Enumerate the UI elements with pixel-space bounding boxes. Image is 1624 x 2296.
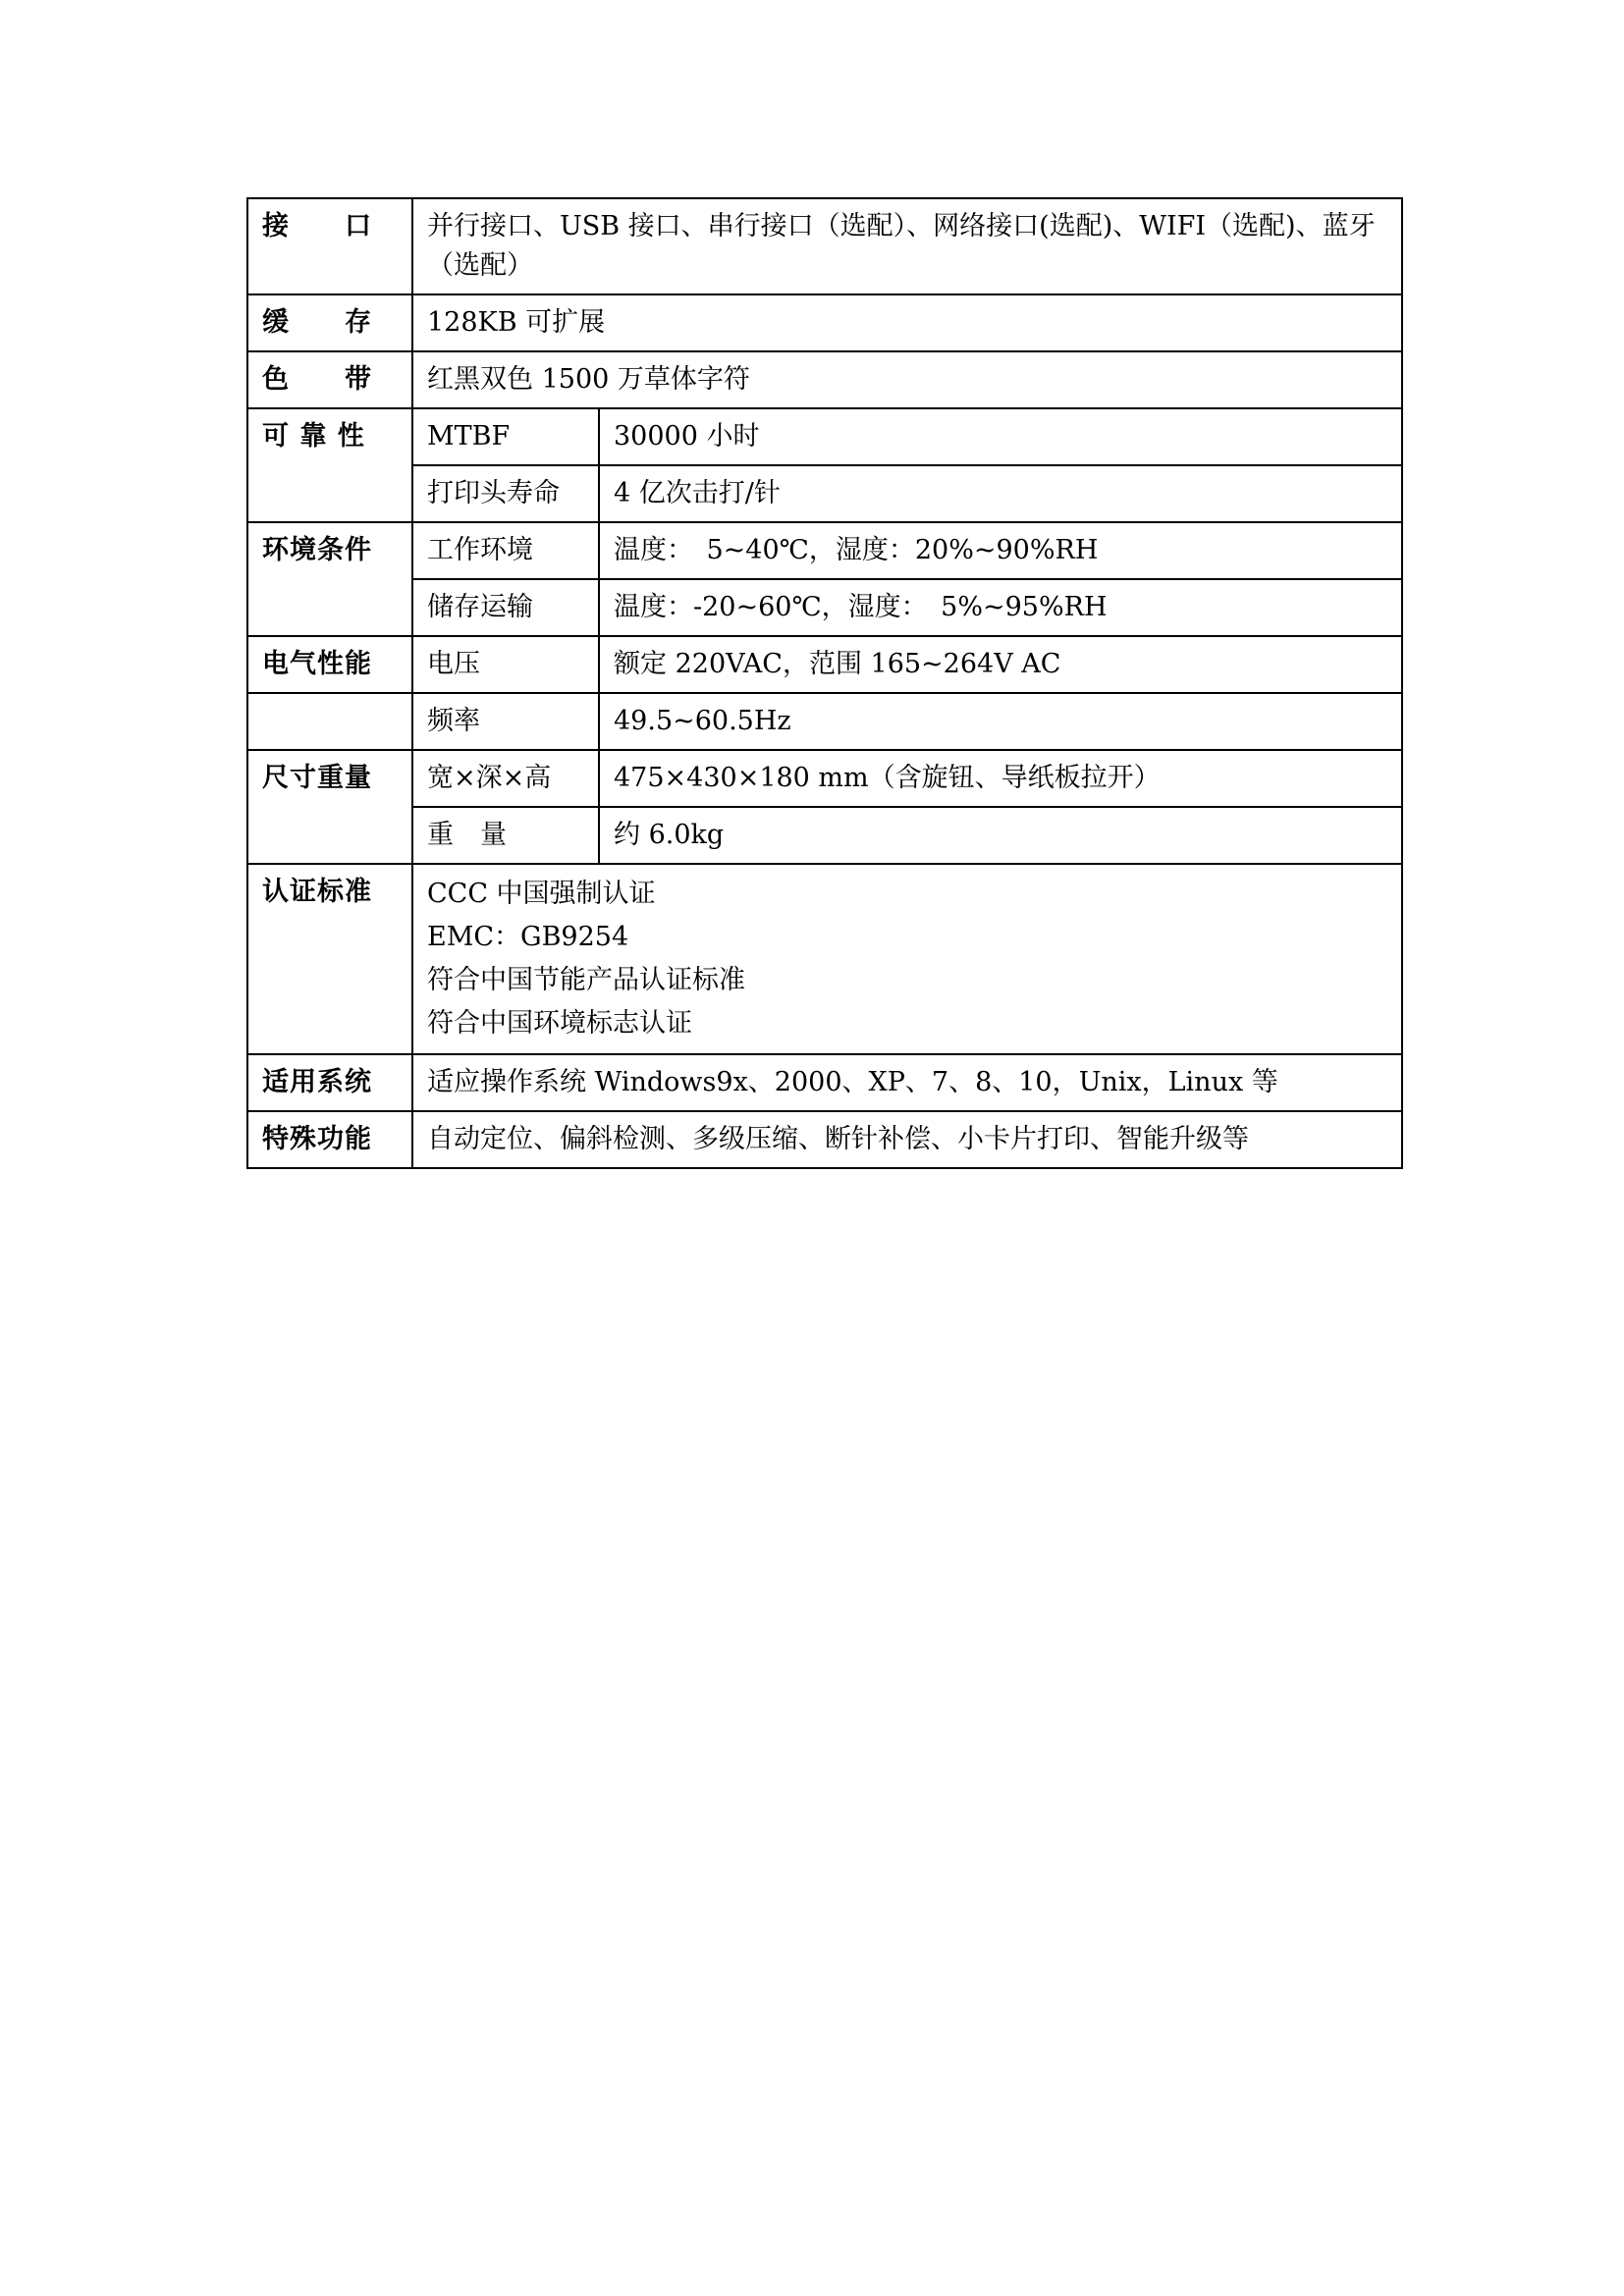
- label-interface: 接 口: [247, 198, 412, 294]
- cert-line-emc: EMC：GB9254: [427, 922, 629, 952]
- label-reliability: 可 靠 性: [247, 408, 412, 522]
- value-working: 温度： 5~40℃，湿度：20%~90%RH: [599, 522, 1402, 579]
- row-reliability-head-life: [247, 465, 1402, 522]
- value-features: 自动定位、偏斜检测、多级压缩、断针补偿、小卡片打印、智能升级等: [412, 1111, 1402, 1168]
- sub-label-storage: 储存运输: [412, 579, 599, 636]
- row-ribbon: [247, 351, 1402, 408]
- value-ribbon: 红黑双色 1500 万草体字符: [412, 351, 1402, 408]
- value-mtbf: 30000 小时: [599, 408, 1402, 465]
- label-features: 特殊功能: [247, 1111, 412, 1168]
- row-interface: [247, 198, 1402, 294]
- sub-label-working: 工作环境: [412, 522, 599, 579]
- row-electrical-voltage: [247, 636, 1402, 693]
- sub-label-head-life: 打印头寿命: [412, 465, 599, 522]
- row-dimensions-size: [247, 750, 1402, 807]
- row-electrical-frequency: [247, 693, 1402, 750]
- row-certification: [247, 864, 1402, 1054]
- row-environment-storage: [247, 579, 1402, 636]
- value-interface: 并行接口、USB 接口、串行接口（选配）、网络接口(选配)、WIFI（选配)、蓝牙（选配）: [412, 198, 1402, 294]
- label-environment: 环境条件: [247, 522, 412, 636]
- row-systems: [247, 1054, 1402, 1111]
- value-systems: 适应操作系统 Windows9x、2000、XP、7、8、10，Unix，Linux 等: [412, 1054, 1402, 1111]
- sub-label-mtbf: MTBF: [412, 408, 599, 465]
- value-certification: [412, 864, 1402, 1054]
- cert-line-environment: 符合中国环境标志认证: [427, 1008, 692, 1039]
- sub-label-voltage: 电压: [412, 636, 599, 693]
- value-weight: 约 6.0kg: [599, 807, 1402, 864]
- sub-label-size: 宽×深×高: [412, 750, 599, 807]
- label-systems: 适用系统: [247, 1054, 412, 1111]
- row-dimensions-weight: [247, 807, 1402, 864]
- cert-line-ccc: CCC 中国强制认证: [427, 879, 656, 909]
- label-electrical-empty: [247, 693, 412, 750]
- cert-line-energy: 符合中国节能产品认证标准: [427, 965, 745, 995]
- value-frequency: 49.5~60.5Hz: [599, 693, 1402, 750]
- row-reliability-mtbf: [247, 408, 1402, 465]
- label-certification: 认证标准: [247, 864, 412, 1054]
- value-storage: 温度：-20~60℃，湿度： 5%~95%RH: [599, 579, 1402, 636]
- value-size: 475×430×180 mm（含旋钮、导纸板拉开）: [599, 750, 1402, 807]
- value-buffer: 128KB 可扩展: [412, 294, 1402, 351]
- sub-label-frequency: 频率: [412, 693, 599, 750]
- label-buffer: 缓 存: [247, 294, 412, 351]
- label-dimensions: 尺寸重量: [247, 750, 412, 864]
- label-electrical: 电气性能: [247, 636, 412, 693]
- spec-table: [246, 197, 1403, 1169]
- label-ribbon: 色 带: [247, 351, 412, 408]
- row-environment-working: [247, 522, 1402, 579]
- row-buffer: [247, 294, 1402, 351]
- value-voltage: 额定 220VAC，范围 165~264V AC: [599, 636, 1402, 693]
- sub-label-weight: 重 量: [412, 807, 599, 864]
- value-head-life: 4 亿次击打/针: [599, 465, 1402, 522]
- row-features: [247, 1111, 1402, 1168]
